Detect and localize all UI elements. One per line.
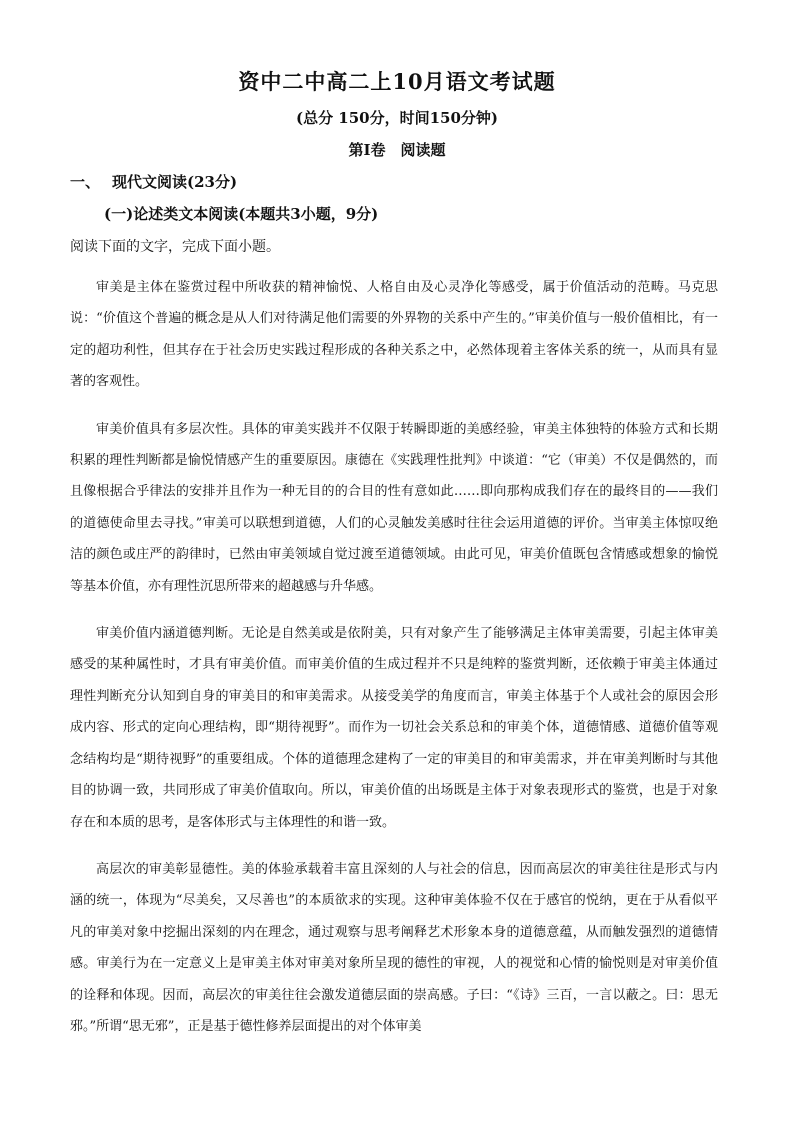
passage-paragraph-4: 高层次的审美彰显德性。美的体验承载着丰富且深刻的人与社会的信息，因而高层次的审美往往是形式与内涵的统一，体现为“尽美矣，又尽善也”的本质欲求的实现。这种审美体验不仅在于感官的悦纳，更在于从看似平凡的审美对象中挖掘出深刻的内在理念，通过观察与思考阐释艺术形象本身的道德意蕴，从而触发强烈的道德情感。审美行为在一定意义上是审美主体对审美对象所呈现的德性的审视，人的视觉和心情的愉悦则是对审美价值的诠释和体现。因而，高层次的审美往往会激发道德层面的崇高感。子曰：“《诗》三百，一言以蔽之。曰：思无邪。”所谓“思无邪”，正是基于德性修养层面提出的对个体审美 bbox=[70, 861, 718, 1034]
section-number: 一、 bbox=[70, 173, 101, 191]
section-title: 现代文阅读(23分) bbox=[112, 173, 238, 191]
exam-score-time: (总分 150分，时间150分钟) bbox=[295, 109, 499, 127]
passage-paragraph-1: 审美是主体在鉴赏过程中所收获的精神愉悦、人格自由及心灵净化等感受，属于价值活动的范畴。马克思说：“价值这个普遍的概念是从人们对待满足他们需要的外界物的关系中产生的。”审美价值与一般价值相比，有一定的超功利性，但其存在于社会历史实践过程形成的各种关系之中，必然体现着主客体关系的统一，从而具有显著的客观性。 bbox=[70, 280, 718, 390]
volume-title: 第Ⅰ卷 阅读题 bbox=[348, 141, 446, 159]
reading-instruction: 阅读下面的文字，完成下面小题。 bbox=[70, 239, 280, 255]
passage-paragraph-3: 审美价值内涵道德判断。无论是自然美或是依附美，只有对象产生了能够满足主体审美需要，引起主体审美感受的某种属性时，才具有审美价值。而审美价值的生成过程并不只是纯粹的鉴赏判断，还依赖于审美主体通过理性判断充分认知到自身的审美目的和审美需求。从接受美学的角度而言，审美主体基于个人或社会的原因会形成内容、形式的定向心理结构，即“期待视野”。而作为一切社会关系总和的审美个体，道德情感、道德价值等观念结构均是“期待视野”的重要组成。个体的道德理念建构了一定的审美目的和审美需求，并在审美判断时与其他目的协调一致，共同形成了审美价值取向。所以，审美价值的出场既是主体于对象表现形式的鉴赏，也是于对象存在和本质的思考，是客体形式与主体理性的和谐一致。 bbox=[70, 626, 718, 830]
reading-passage bbox=[70, 272, 718, 1058]
section-heading bbox=[70, 171, 237, 192]
subsection-heading: (一)论述类文本阅读(本题共3小题，9分) bbox=[104, 205, 379, 223]
passage-paragraph-2: 审美价值具有多层次性。具体的审美实践并不仅限于转瞬即逝的美感经验，审美主体独特的体验方式和长期积累的理性判断都是愉悦情感产生的重要原因。康德在《实践理性批判》中谈道：“它（审美）不仅是偶然的，而且像根据合乎律法的安排并且作为一种无目的的合目的性有意如此……即向那构成我们存在的最终目的——我们的道德使命里去寻找。”审美可以联想到道德，人们的心灵触发美感时往往会运用道德的评价。当审美主体惊叹绝洁的颜色或庄严的韵律时，已然由审美领域自觉过渡至道德领域。由此可见，审美价值既包含情感或想象的愉悦等基本价值，亦有理性沉思所带来的超越感与升华感。 bbox=[70, 421, 718, 594]
exam-title: 资中二中高二上10月语文考试题 bbox=[238, 69, 556, 94]
